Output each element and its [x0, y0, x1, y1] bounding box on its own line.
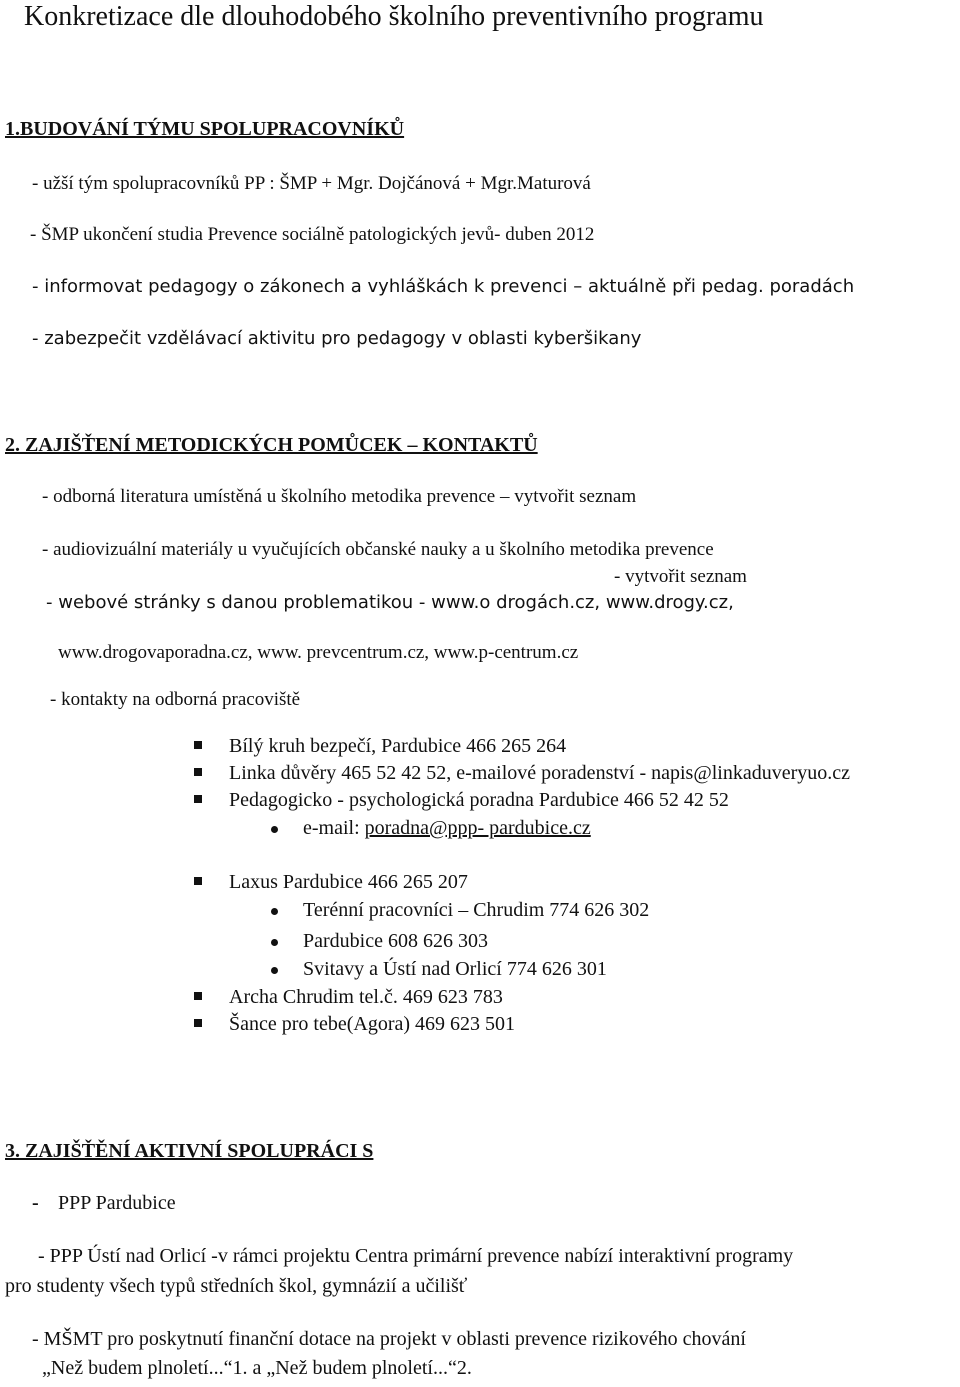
section1-heading: 1.BUDOVÁNÍ TÝMU SPOLUPRACOVNÍKŮ — [5, 118, 405, 140]
section2-line: - vytvořit seznam — [614, 566, 747, 587]
round-bullet-icon — [271, 967, 278, 974]
square-bullet-icon — [194, 992, 202, 1000]
section2-line: - audiovizuální materiály u vyučujících občanské nauky a u školního metodika prevence — [42, 539, 714, 560]
section2-line: - webové stránky s danou problematikou - www.o drogách.cz, www.drogy.cz, — [46, 592, 734, 613]
contact-item: Archa Chrudim tel.č. 469 623 783 — [229, 986, 503, 1008]
contact-subitem: Pardubice 608 626 303 — [303, 930, 488, 952]
contact-subitem: Svitavy a Ústí nad Orlicí 774 626 301 — [303, 958, 607, 980]
section1-line: - informovat pedagogy o zákonech a vyhláškách k prevenci – aktuálně při pedag. poradách — [32, 276, 855, 297]
contact-item: Pedagogicko - psychologická poradna Pardubice 466 52 42 52 — [229, 789, 729, 811]
section2-heading: 2. ZAJIŠŤENÍ METODICKÝCH POMŮCEK – KONTAKTŮ — [5, 434, 538, 456]
square-bullet-icon — [194, 1019, 202, 1027]
contact-item: Laxus Pardubice 466 265 207 — [229, 871, 468, 893]
section1-line: - zabezpečit vzdělávací aktivitu pro pedagogy v oblasti kyberšikany — [32, 328, 642, 349]
section3-line: - PPP Ústí nad Orlicí -v rámci projektu Centra primární prevence nabízí interaktivní programy — [38, 1245, 794, 1267]
square-bullet-icon — [194, 795, 202, 803]
section1-line: - ŠMP ukončení studia Prevence sociálně patologických jevů- duben 2012 — [30, 224, 595, 245]
contact-subitem — [303, 818, 591, 838]
contact-subitem: Terénní pracovníci – Chrudim 774 626 302 — [303, 899, 650, 921]
section2-line: - odborná literatura umístěná u školního metodika prevence – vytvořit seznam — [42, 486, 637, 507]
section2-line: www.drogovaporadna.cz, www. prevcentrum.cz, www.p-centrum.cz — [58, 642, 579, 663]
contact-item: Šance pro tebe(Agora) 469 623 501 — [229, 1013, 516, 1035]
email-link[interactable]: poradna@ppp- pardubice.cz — [364, 817, 591, 839]
square-bullet-icon — [194, 768, 202, 776]
section2-line: - kontakty na odborná pracoviště — [50, 689, 301, 710]
square-bullet-icon — [194, 741, 202, 749]
section3-line: - MŠMT pro poskytnutí finanční dotace na projekt v oblasti prevence rizikového chování — [32, 1328, 746, 1350]
email-label: e-mail: — [303, 817, 365, 839]
section3-heading: 3. ZAJIŠŤĚNÍ AKTIVNÍ SPOLUPRÁCI S — [5, 1140, 374, 1162]
contact-item: Linka důvěry 465 52 42 52, e-mailové poradenství - napis@linkaduveryuo.cz — [229, 762, 851, 784]
round-bullet-icon — [271, 908, 278, 915]
round-bullet-icon — [271, 939, 278, 946]
square-bullet-icon — [194, 877, 202, 885]
section1-line: - užší tým spolupracovníků PP : ŠMP + Mgr. Dojčánová + Mgr.Maturová — [32, 173, 591, 194]
section3-line: pro studenty všech typů středních škol, gymnázií a učilišť — [5, 1275, 468, 1297]
round-bullet-icon — [271, 826, 278, 833]
section3-line: „Než budem plnoletí...“1. a „Než budem plnoletí...“2. — [42, 1357, 472, 1379]
contact-item: Bílý kruh bezpečí, Pardubice 466 265 264 — [229, 735, 567, 757]
section3-line: PPP Pardubice — [58, 1192, 176, 1214]
section3-dash: - — [32, 1192, 39, 1214]
page-title: Konkretizace dle dlouhodobého školního preventivního programu — [24, 1, 764, 32]
